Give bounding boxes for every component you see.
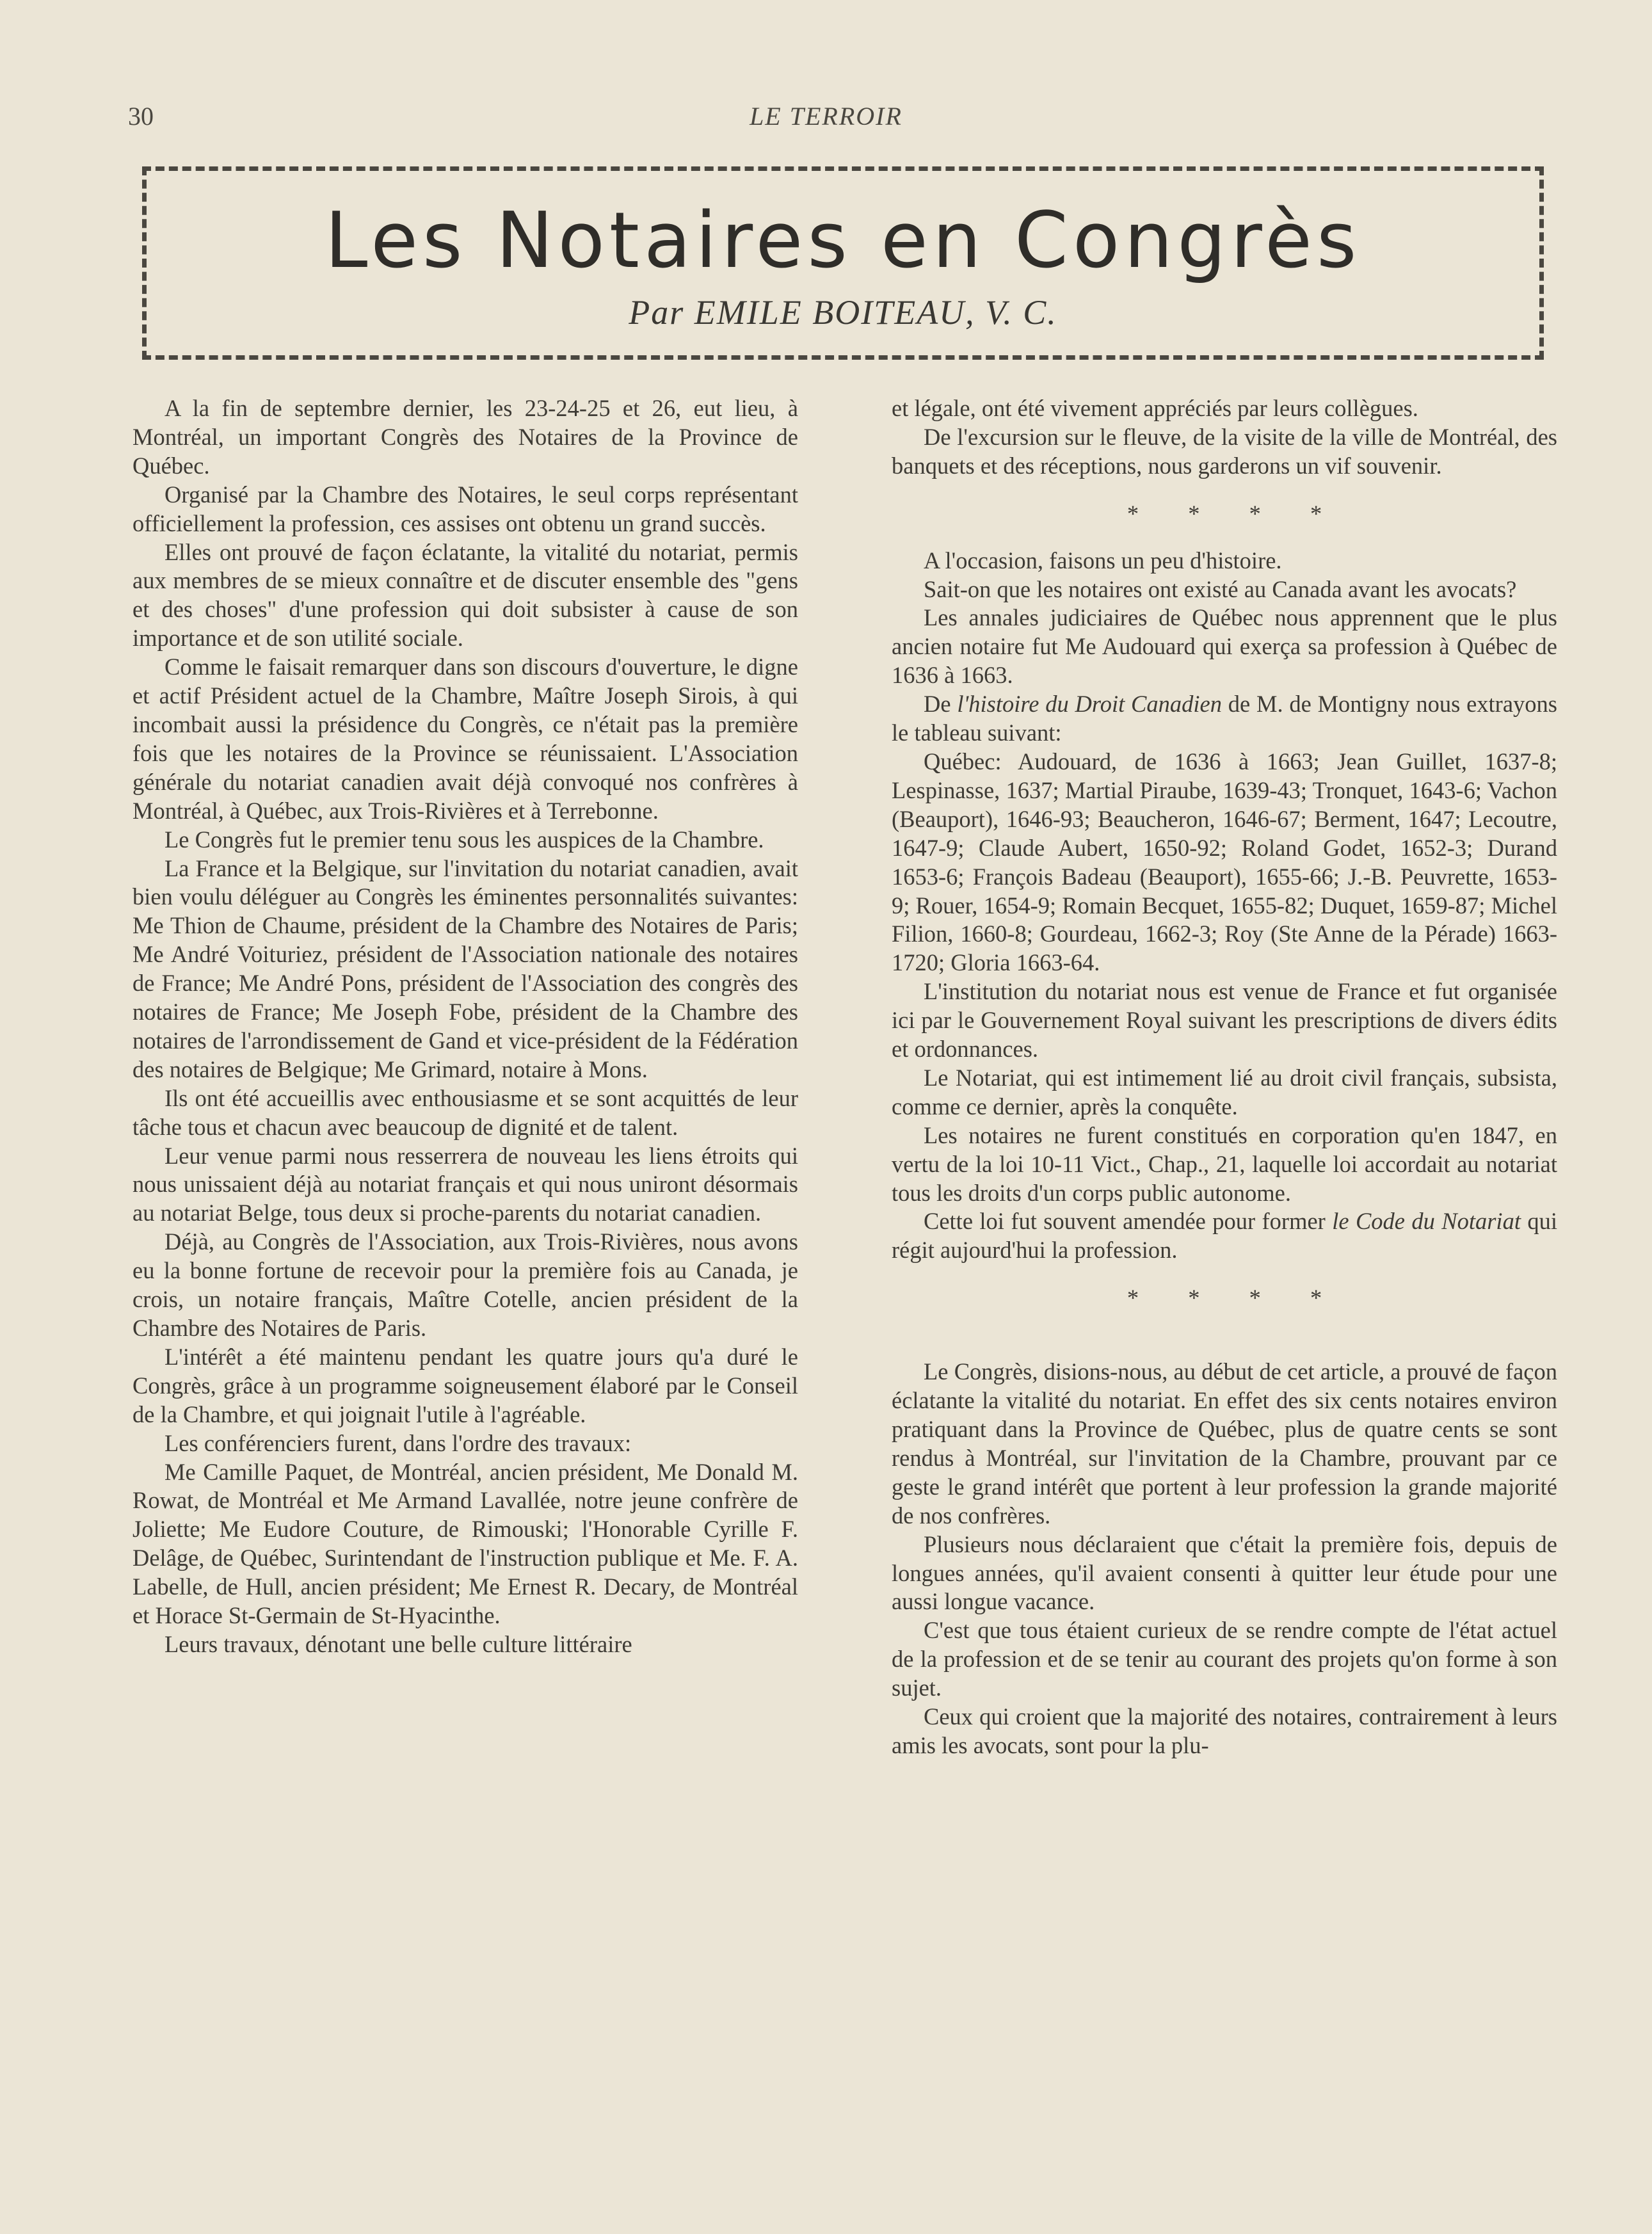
paragraph: Déjà, au Congrès de l'Association, aux Trois-Rivières, nous avons eu la bonne fortune de recevoir pour la première fois au Canada, je crois, un notaire français, Maître Cotelle, ancien président de la Chambre des Notaires de Paris.: [132, 1228, 798, 1341]
paragraph: Ils ont été accueillis avec enthousiasme et se sont acquittés de leur tâche tous et chacun avec beaucoup de dignité et de talent.: [132, 1084, 798, 1140]
paragraph: Les conférenciers furent, dans l'ordre des travaux:: [164, 1429, 632, 1456]
paragraph: Québec: Audouard, de 1636 à 1663; Jean Guillet, 1637-8; Lespinasse, 1637; Martial Piraube, 1639-43; Tronquet, 1643-6; Vachon (Beauport), 1646-93; Beaucheron, 1646-67; Berment, 1647; Lecoutre, 1647-9; Claude Aubert, 1650-92; Roland Godet, 1652-3; Durand 1653-6; François Badeau (Beauport), 1655-66; J.-B. Peuvrette, 1653-9; Rouer, 1654-9; Romain Becquet, 1655-82; Duquet, 1659-87; Michel Filion, 1660-8; Gourdeau, 1662-3; Roy (Ste Anne de la Pérade) 1663-1720; Gloria 1663-64.: [892, 748, 1557, 976]
text-run: De: [924, 691, 958, 718]
running-title: LE TERROIR: [750, 102, 902, 131]
article-byline: Par EMILE BOITEAU, V. C.: [629, 293, 1057, 332]
right-column: [892, 394, 1557, 1760]
paragraph: A la fin de septembre dernier, les 23-24-25 et 26, eut lieu, à Montréal, un important Congrès des Notaires de la Province de Québec.: [132, 395, 798, 479]
section-separator: * * * *: [1127, 1285, 1344, 1312]
text-run: de M. de Montigny nous extrayons le tableau suivant:: [892, 691, 1557, 746]
paragraph: [892, 1207, 1557, 1265]
text-run: qui régit aujourd'hui la profession.: [892, 1208, 1557, 1264]
paragraph: Plusieurs nous déclaraient que c'était la première fois, depuis de longues années, qu'il avaient consenti à quitter leur étude pour une aussi longue vacance.: [892, 1531, 1557, 1615]
paragraph: Les annales judiciaires de Québec nous apprennent que le plus ancien notaire fut Me Audouard qui exerça sa profession à Québec de 1636 à 1663.: [892, 604, 1557, 689]
paragraph: L'institution du notariat nous est venue de France et fut organisée ici par le Gouvernement Royal suivant les prescriptions de divers édits et ordonnances.: [892, 978, 1557, 1063]
paragraph: Le Notariat, qui est intimement lié au droit civil français, subsista, comme ce dernier, après la conquête.: [892, 1064, 1557, 1120]
paragraph: C'est que tous étaient curieux de se rendre compte de l'état actuel de la profession et de se tenir au courant des projets qu'on forme à son sujet.: [892, 1617, 1557, 1701]
paragraph: De l'excursion sur le fleuve, de la visite de la ville de Montréal, des banquets et des réceptions, nous garderons un vif souvenir.: [892, 423, 1557, 479]
left-column: [132, 394, 798, 1659]
paragraph: A l'occasion, faisons un peu d'histoire.: [924, 547, 1282, 574]
text-run: Cette loi fut souvent amendée pour former: [924, 1208, 1333, 1235]
paragraph: Organisé par la Chambre des Notaires, le seul corps représentant officiellement la profession, ces assises ont obtenu un grand succès.: [132, 481, 798, 536]
paragraph: La France et la Belgique, sur l'invitation du notariat canadien, avait bien voulu déléguer au Congrès les éminentes personnalités suivantes: Me Thion de Chaume, président de la Chambre des Notaires de Paris; Me André Voituriez, président de l'Association nationale des notaires de France; Me André Pons, président de l'Association des congrès des notaires de France; Me Joseph Fobe, président de la Chambre des notaires de l'arrondissement de Gand et vice-président de la Fédération des notaires de Belgique; Me Grimard, notaire à Mons.: [132, 855, 798, 1082]
paragraph: Le Congrès fut le premier tenu sous les auspices de la Chambre.: [164, 826, 764, 853]
paragraph: L'intérêt a été maintenu pendant les quatre jours qu'a duré le Congrès, grâce à un programme soigneusement élaboré par le Conseil de la Chambre, et qui joignait l'utile à l'agréable.: [132, 1343, 798, 1427]
paragraph: Le Congrès, disions-nous, au début de cet article, a prouvé de façon éclatante la vitalité du notariat. En effet des six cents notaires environ pratiquant dans la Province de Québec, plus de quatre cents se sont rendus à Montréal, sur l'invitation de la Chambre, prouvant par ce geste le grand intérêt que portent à leur profession la grande majorité de nos confrères.: [892, 1358, 1557, 1529]
paragraph: Comme le faisait remarquer dans son discours d'ouverture, le digne et actif Président actuel de la Chambre, Maître Joseph Sirois, à qui incombait aussi la présidence du Congrès, ce n'était pas la première fois que les notaires de la Province se réunissaient. L'Association générale du notariat canadien avait déjà convoqué nos confrères à Montréal, à Québec, aux Trois-Rivières et à Terrebonne.: [132, 654, 798, 824]
paragraph: Sait-on que les notaires ont existé au Canada avant les avocats?: [924, 575, 1517, 602]
work-title: le Code du Notariat: [1332, 1208, 1521, 1235]
section-separator: * * * *: [1127, 500, 1344, 527]
paragraph: Leurs travaux, dénotant une belle culture littéraire: [164, 1630, 632, 1657]
paragraph: [892, 690, 1557, 748]
paragraph: Elles ont prouvé de façon éclatante, la vitalité du notariat, permis aux membres de se mieux connaître et de discuter ensemble des "gens et des choses" d'une profession qui doit subsister à cause de son importance et de son utilité sociale.: [132, 538, 798, 652]
paragraph: et légale, ont été vivement appréciés par leurs collègues.: [892, 395, 1418, 421]
paragraph: Me Camille Paquet, de Montréal, ancien président, Me Donald M. Rowat, de Montréal et Me Armand Lavallée, notre jeune confrère de Joliette; Me Eudore Couture, de Rimouski; l'Honorable Cyrille F. Delâge, de Québec, Surintendant de l'instruction publique et Me. F. A. Labelle, de Hull, ancien président; Me Ernest R. Decary, de Montréal et Horace St-Germain de St-Hyacinthe.: [132, 1458, 798, 1629]
paragraph: Ceux qui croient que la majorité des notaires, contrairement à leurs amis les avocats, sont pour la plu-: [892, 1703, 1557, 1758]
title-frame: [142, 166, 1544, 360]
paragraph: Les notaires ne furent constitués en corporation qu'en 1847, en vertu de la loi 10-11 Vict., Chap., 21, laquelle loi accordait au notariat tous les droits d'un corps public autonome.: [892, 1121, 1557, 1206]
paragraph: Leur venue parmi nous resserrera de nouveau les liens étroits qui nous unissaient déjà au notariat français et qui nous uniront désormais au notariat Belge, tous deux si proche-parents du notariat canadien.: [132, 1142, 798, 1226]
work-title: l'histoire du Droit Canadien: [957, 691, 1222, 718]
page-number: 30: [128, 102, 154, 131]
article-title: Les Notaires en Congrès: [325, 197, 1361, 285]
